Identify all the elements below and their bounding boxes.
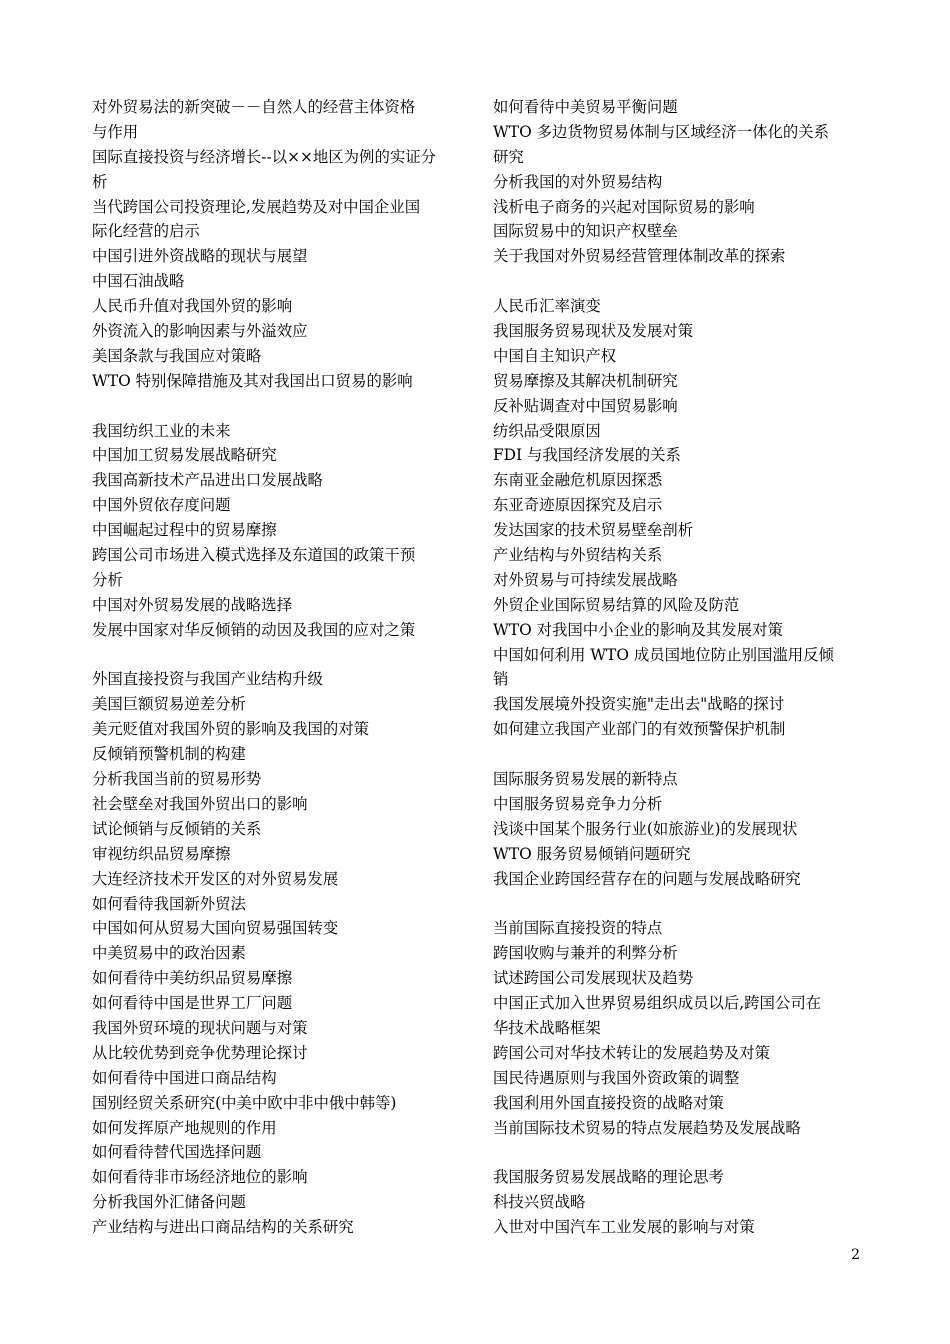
left-topic-line: WTO 特别保障措施及其对我国出口贸易的影响 [92,371,413,390]
left-topic-line: 发展中国家对华反倾销的动因及我国的应对之策 [92,620,416,639]
right-topic-line: 如何看待中美贸易平衡问题 [493,98,678,116]
right-topic-line: 当前国际技术贸易的特点发展趋势及发展战略 [493,1118,801,1137]
right-blank-line [493,269,868,294]
left-topic-line: 美国条款与我国应对策略 [92,346,262,365]
left-topic-line: 美元贬值对我国外贸的影响及我国的对策 [92,720,370,739]
left-topic-line: 中国对外贸易发展的战略选择 [92,595,293,614]
right-topic-line: 国民待遇原则与我国外资政策的调整 [493,1068,740,1087]
right-topic-line: 中国服务贸易竞争力分析 [493,794,663,813]
left-topic-line: 跨国公司市场进入模式选择及东道国的政策干预 [92,546,416,565]
right-topic-line: 当前国际直接投资的特点 [493,919,663,938]
left-blank-line [92,643,467,668]
right-topic-line: 关于我国对外贸易经营管理体制改革的探索 [493,247,786,266]
left-topic-line: 对外贸易法的新突破－－自然人的经营主体资格 [92,98,416,116]
right-topic-line: 反补贴调查对中国贸易影响 [493,396,678,415]
right-topic-line: 科技兴贸战略 [493,1193,586,1212]
right-topic-line: 产业结构与外贸结构关系 [493,546,663,565]
left-topic-line: 当代跨国公司投资理论,发展趋势及对中国企业国 [92,197,421,216]
page-number: 2 [851,1247,860,1263]
left-topic-line: 社会壁垒对我国外贸出口的影响 [92,794,308,813]
left-topic-line: 分析 [92,570,123,589]
left-topic-line: 中国外贸依存度问题 [92,496,231,515]
right-topic-line: 国际服务贸易发展的新特点 [493,770,678,789]
left-topic-line: 大连经济技术开发区的对外贸易发展 [92,869,339,888]
right-topic-line: 入世对中国汽车工业发展的影响与对策 [493,1218,755,1237]
left-topic-line: 我国高新技术产品进出口发展战略 [92,471,323,490]
left-topic-line: 与作用 [92,122,139,141]
right-blank-line [493,1140,868,1165]
right-topic-line: 对外贸易与可持续发展战略 [493,570,678,589]
right-topic-line: 研究 [493,147,524,166]
left-topic-line: 如何看待非市场经济地位的影响 [92,1168,308,1187]
left-topic-line: 中国石油战略 [92,272,185,291]
right-topic-line: 中国正式加入世界贸易组织成员以后,跨国公司在 [493,994,822,1013]
left-blank-line [92,394,467,419]
left-column [92,95,467,1240]
left-topic-line: 分析我国当前的贸易形势 [92,770,262,789]
right-topic-line: WTO 服务贸易倾销问题研究 [493,844,691,863]
left-topic-line: 国际直接投资与经济增长--以××地区为例的实证分 [92,147,437,166]
right-topic-line: 我国发展境外投资实施"走出去"战略的探讨 [493,695,785,714]
right-topic-line: 我国服务贸易现状及发展对策 [493,322,694,341]
right-topic-line: 跨国收购与兼并的利弊分析 [493,944,678,963]
right-topic-line: WTO 多边货物贸易体制与区域经济一体化的关系 [493,122,830,141]
left-topic-line: 美国巨额贸易逆差分析 [92,695,246,714]
right-topic-line: 试述跨国公司发展现状及趋势 [493,969,694,988]
left-topic-line: 国别经贸关系研究(中美中欧中非中俄中韩等) [92,1093,397,1112]
left-topic-line: 分析我国外汇储备问题 [92,1193,246,1212]
left-topic-line: 产业结构与进出口商品结构的关系研究 [92,1218,354,1237]
right-topic-line: 贸易摩擦及其解决机制研究 [493,371,678,390]
right-column [493,95,868,1240]
right-topic-line: 销 [493,670,509,689]
right-topic-line: 我国企业跨国经营存在的问题与发展战略研究 [493,869,801,888]
left-topic-line: 外资流入的影响因素与外溢效应 [92,322,308,341]
left-topic-line: 如何看待替代国选择问题 [92,1143,262,1162]
left-topic-line: 中美贸易中的政治因素 [92,944,246,963]
right-topic-line: 我国利用外国直接投资的战略对策 [493,1093,724,1112]
left-topic-line: 外国直接投资与我国产业结构升级 [92,670,323,689]
right-topic-line: 纺织品受限原因 [493,421,601,440]
left-topic-line: 反倾销预警机制的构建 [92,745,246,764]
right-topic-line: 中国自主知识产权 [493,346,617,365]
right-blank-line [493,742,868,767]
right-topic-line: 我国服务贸易发展战略的理论思考 [493,1168,724,1187]
left-topic-line: 我国外贸环境的现状问题与对策 [92,1018,308,1037]
right-topic-line: 浅谈中国某个服务行业(如旅游业)的发展现状 [493,819,798,838]
right-topic-line: 中国如何利用 WTO 成员国地位防止别国滥用反倾 [493,645,834,664]
left-topic-line: 从比较优势到竞争优势理论探讨 [92,1043,308,1062]
left-topic-line: 审视纺织品贸易摩擦 [92,844,231,863]
left-topic-line: 中国加工贸易发展战略研究 [92,446,277,465]
right-topic-line: 跨国公司对华技术转让的发展趋势及对策 [493,1043,771,1062]
left-topic-line: 如何看待中美纺织品贸易摩擦 [92,969,293,988]
right-topic-line: 外贸企业国际贸易结算的风险及防范 [493,595,740,614]
left-topic-line: 人民币升值对我国外贸的影响 [92,297,293,316]
left-topic-line: 中国引进外资战略的现状与展望 [92,247,308,266]
right-topic-line: WTO 对我国中小企业的影响及其发展对策 [493,620,783,639]
left-topic-line: 试论倾销与反倾销的关系 [92,819,262,838]
right-topic-line: 人民币汇率演变 [493,297,601,316]
right-topic-line: 如何建立我国产业部门的有效预警保护机制 [493,720,786,739]
right-topic-line: 国际贸易中的知识产权壁垒 [493,222,678,241]
left-topic-line: 如何看待中国进口商品结构 [92,1068,277,1087]
right-topic-line: 东南亚金融危机原因探悉 [493,471,663,490]
right-topic-line: 东亚奇迹原因探究及启示 [493,496,663,515]
right-topic-line: FDI 与我国经济发展的关系 [493,446,681,465]
left-topic-line: 析 [92,172,108,191]
left-topic-line: 如何看待我国新外贸法 [92,894,246,913]
left-topic-line: 中国崛起过程中的贸易摩擦 [92,521,277,540]
left-topic-line: 我国纺织工业的未来 [92,421,231,440]
right-topic-line: 发达国家的技术贸易壁垒剖析 [493,521,694,540]
right-blank-line [493,892,868,917]
left-topic-line: 中国如何从贸易大国向贸易强国转变 [92,919,339,938]
right-topic-line: 分析我国的对外贸易结构 [493,172,663,191]
right-topic-line: 华技术战略框架 [493,1018,601,1037]
left-topic-line: 如何发挥原产地规则的作用 [92,1118,277,1137]
right-topic-line: 浅析电子商务的兴起对国际贸易的影响 [493,197,755,216]
left-topic-line: 如何看待中国是世界工厂问题 [92,994,293,1013]
left-topic-line: 际化经营的启示 [92,222,200,241]
